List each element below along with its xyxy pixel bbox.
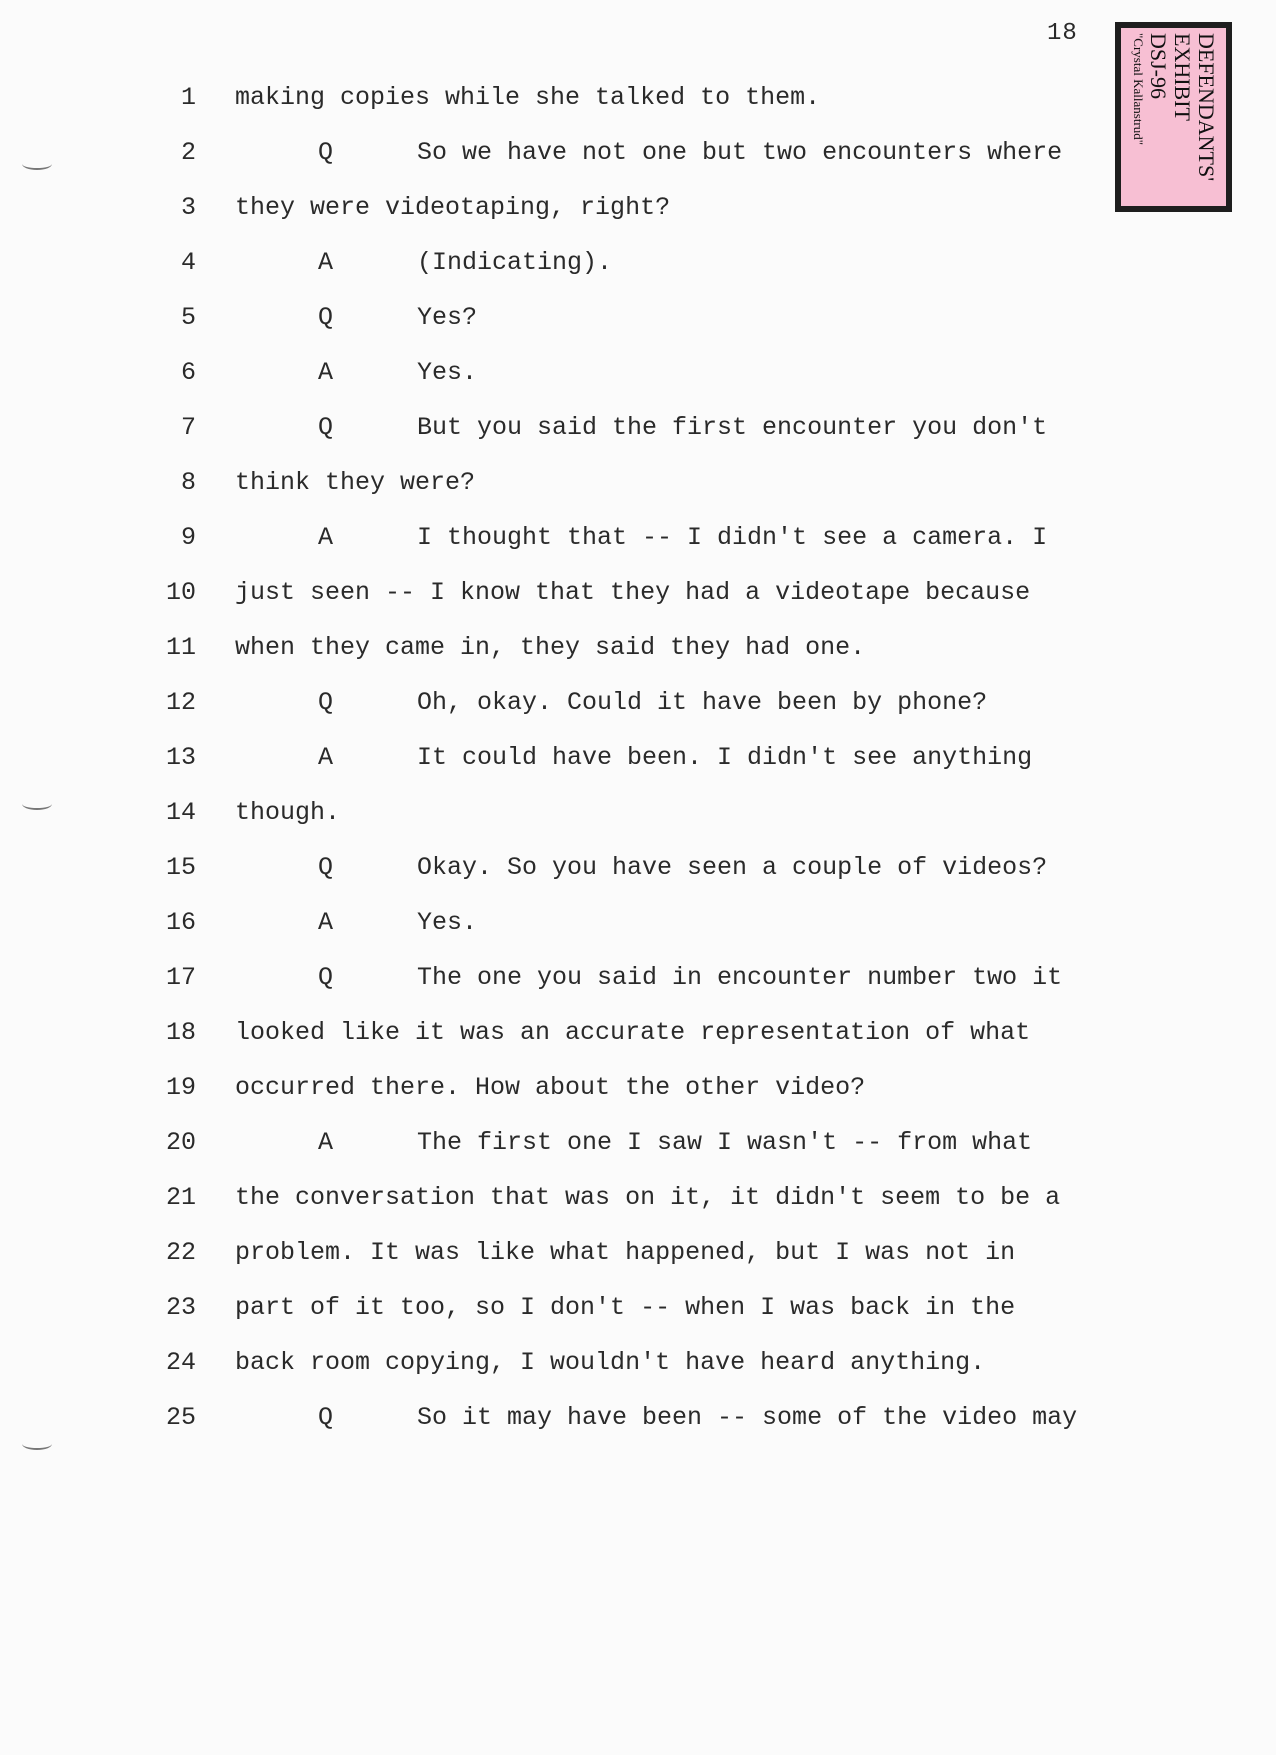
line-number: 1 xyxy=(180,83,196,112)
line-number: 9 xyxy=(180,523,196,552)
page-number: 18 xyxy=(1047,20,1078,47)
transcript-line xyxy=(0,738,1100,778)
transcript-line xyxy=(0,573,1100,613)
line-number: 16 xyxy=(165,908,196,937)
speaker-label: Q xyxy=(318,138,334,167)
line-number: 12 xyxy=(165,688,196,717)
line-text: The first one I saw I wasn't -- from what xyxy=(417,1128,1033,1157)
line-text: looked like it was an accurate representation of what xyxy=(235,1018,1031,1047)
transcript-line xyxy=(0,518,1100,558)
speaker-label: Q xyxy=(318,853,334,882)
line-number: 17 xyxy=(165,963,196,992)
line-number: 24 xyxy=(165,1348,196,1377)
line-number: 25 xyxy=(165,1403,196,1432)
exhibit-party: DEFENDANTS' xyxy=(1193,33,1219,182)
transcript-line xyxy=(0,1178,1100,1218)
line-text: they were videotaping, right? xyxy=(235,193,671,222)
line-text: back room copying, I wouldn't have heard anything. xyxy=(235,1348,986,1377)
speaker-label: A xyxy=(318,358,334,387)
line-text: (Indicating). xyxy=(417,248,613,277)
line-text: The one you said in encounter number two it xyxy=(417,963,1063,992)
transcript-line xyxy=(0,1068,1100,1108)
line-number: 10 xyxy=(165,578,196,607)
exhibit-number: DSJ-96 xyxy=(1145,33,1171,100)
line-text: part of it too, so I don't -- when I was back in the xyxy=(235,1293,1016,1322)
line-number: 5 xyxy=(180,303,196,332)
speaker-label: A xyxy=(318,1128,334,1157)
speaker-label: A xyxy=(318,743,334,772)
transcript-line xyxy=(0,1288,1100,1328)
line-number: 4 xyxy=(180,248,196,277)
transcript-line xyxy=(0,793,1100,833)
line-number: 2 xyxy=(180,138,196,167)
line-text: Yes? xyxy=(417,303,478,332)
line-text: Oh, okay. Could it have been by phone? xyxy=(417,688,988,717)
transcript-line xyxy=(0,1013,1100,1053)
line-number: 8 xyxy=(180,468,196,497)
exhibit-sticker xyxy=(1115,22,1232,212)
line-number: 18 xyxy=(165,1018,196,1047)
line-number: 14 xyxy=(165,798,196,827)
transcript-line xyxy=(0,78,1100,118)
exhibit-word: EXHIBIT xyxy=(1169,33,1195,121)
line-number: 23 xyxy=(165,1293,196,1322)
transcript-line xyxy=(0,133,1100,173)
transcript-line xyxy=(0,298,1100,338)
speaker-label: Q xyxy=(318,413,334,442)
line-text: making copies while she talked to them. xyxy=(235,83,821,112)
line-number: 22 xyxy=(165,1238,196,1267)
transcript-line xyxy=(0,903,1100,943)
line-text: just seen -- I know that they had a videotape because xyxy=(235,578,1031,607)
line-text: the conversation that was on it, it didn't seem to be a xyxy=(235,1183,1061,1212)
line-number: 3 xyxy=(180,193,196,222)
line-number: 11 xyxy=(165,633,196,662)
line-text: Yes. xyxy=(417,358,478,387)
punch-hole-mark xyxy=(22,1438,52,1450)
exhibit-sticker-label xyxy=(1121,28,1226,206)
line-text: I thought that -- I didn't see a camera. I xyxy=(417,523,1048,552)
transcript-line xyxy=(0,408,1100,448)
transcript-line xyxy=(0,1398,1100,1438)
exhibit-sticker-text xyxy=(1130,33,1218,201)
line-number: 21 xyxy=(165,1183,196,1212)
line-text: Okay. So you have seen a couple of videos? xyxy=(417,853,1048,882)
transcript-line xyxy=(0,848,1100,888)
transcript-line xyxy=(0,628,1100,668)
speaker-label: A xyxy=(318,908,334,937)
line-number: 7 xyxy=(180,413,196,442)
line-number: 20 xyxy=(165,1128,196,1157)
line-text: think they were? xyxy=(235,468,476,497)
speaker-label: A xyxy=(318,523,334,552)
line-text: So it may have been -- some of the video may xyxy=(417,1403,1078,1432)
line-number: 15 xyxy=(165,853,196,882)
transcript-line xyxy=(0,188,1100,228)
line-text: It could have been. I didn't see anything xyxy=(417,743,1033,772)
transcript-line xyxy=(0,243,1100,283)
speaker-label: A xyxy=(318,248,334,277)
transcript-line xyxy=(0,683,1100,723)
exhibit-witness: "Crystal Kallanstrud" xyxy=(1130,33,1146,146)
line-text: though. xyxy=(235,798,341,827)
speaker-label: Q xyxy=(318,1403,334,1432)
transcript-line xyxy=(0,1343,1100,1383)
line-text: Yes. xyxy=(417,908,478,937)
speaker-label: Q xyxy=(318,963,334,992)
line-text: occurred there. How about the other video? xyxy=(235,1073,866,1102)
line-number: 19 xyxy=(165,1073,196,1102)
line-text: But you said the first encounter you don't xyxy=(417,413,1048,442)
line-number: 6 xyxy=(180,358,196,387)
transcript-line xyxy=(0,463,1100,503)
transcript-line xyxy=(0,1233,1100,1273)
line-text: So we have not one but two encounters where xyxy=(417,138,1063,167)
transcript-line xyxy=(0,353,1100,393)
transcript-line xyxy=(0,958,1100,998)
speaker-label: Q xyxy=(318,688,334,717)
speaker-label: Q xyxy=(318,303,334,332)
line-text: problem. It was like what happened, but I was not in xyxy=(235,1238,1016,1267)
transcript-line xyxy=(0,1123,1100,1163)
line-number: 13 xyxy=(165,743,196,772)
line-text: when they came in, they said they had one. xyxy=(235,633,866,662)
